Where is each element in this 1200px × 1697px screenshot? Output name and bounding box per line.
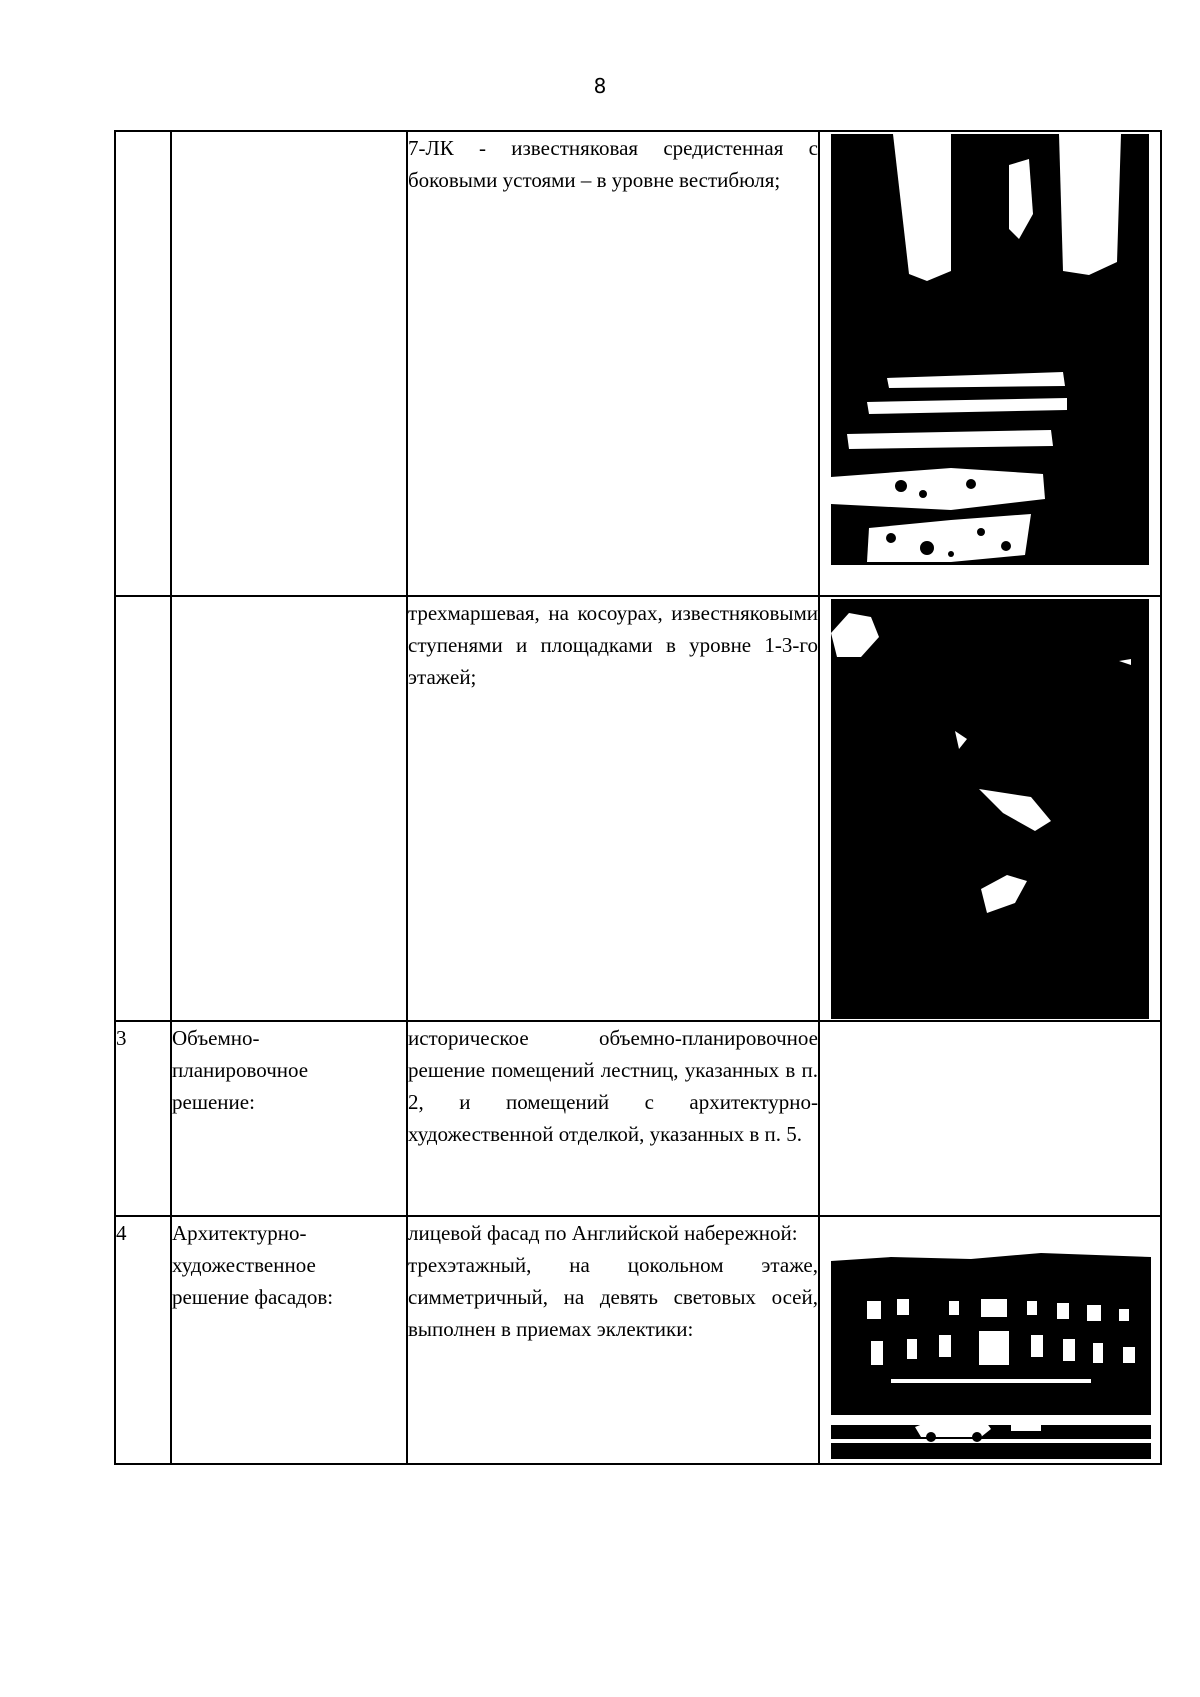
row-photo-cell (819, 596, 1161, 1021)
row-name-cell: Архитектурно- художественное решение фасадов: (171, 1216, 407, 1464)
row-name-cell (171, 131, 407, 596)
row-number-cell: 4 (115, 1216, 171, 1464)
row-name-cell: Объемно- планировочное решение: (171, 1021, 407, 1216)
row-number-cell (115, 596, 171, 1021)
description-text: трехмаршевая, на косоурах, известняковыми ступенями и площадками в уровне 1-3-го этажей; (408, 601, 818, 689)
row-number-cell (115, 131, 171, 596)
table-row (115, 1216, 1161, 1464)
facade-photo (831, 1239, 1151, 1459)
description-text: лицевой фасад по Английской набережной: (408, 1221, 798, 1245)
description-text: 7-ЛК - известняковая средистенная с боковыми устоями – в уровне вестибюля; (408, 136, 818, 192)
row-description-cell (407, 1216, 819, 1464)
row-description-cell (407, 131, 819, 596)
row-number-cell: 3 (115, 1021, 171, 1216)
description-text-continued: трехэтажный, на цокольном этаже, симметричный, на девять световых осей, выполнен в приемах эклектики: (408, 1253, 818, 1341)
row-name-cell (171, 596, 407, 1021)
row-description-cell (407, 1021, 819, 1216)
table-row (115, 596, 1161, 1021)
row-photo-cell (819, 1021, 1161, 1216)
description-text: историческое объемно-планировочное решение помещений лестниц, указанных в п. 2, и помещений с архитектурно-художественной отделкой, указанных в п. 5. (408, 1026, 818, 1146)
row-description-cell (407, 596, 819, 1021)
page-number: 8 (593, 74, 607, 98)
table-row (115, 1021, 1161, 1216)
row-photo-cell (819, 131, 1161, 596)
row-photo-cell (819, 1216, 1161, 1464)
heritage-table (114, 130, 1162, 1465)
stair-vestibule-photo (831, 134, 1149, 565)
table-row (115, 131, 1161, 596)
stair-flights-photo (831, 599, 1149, 1019)
